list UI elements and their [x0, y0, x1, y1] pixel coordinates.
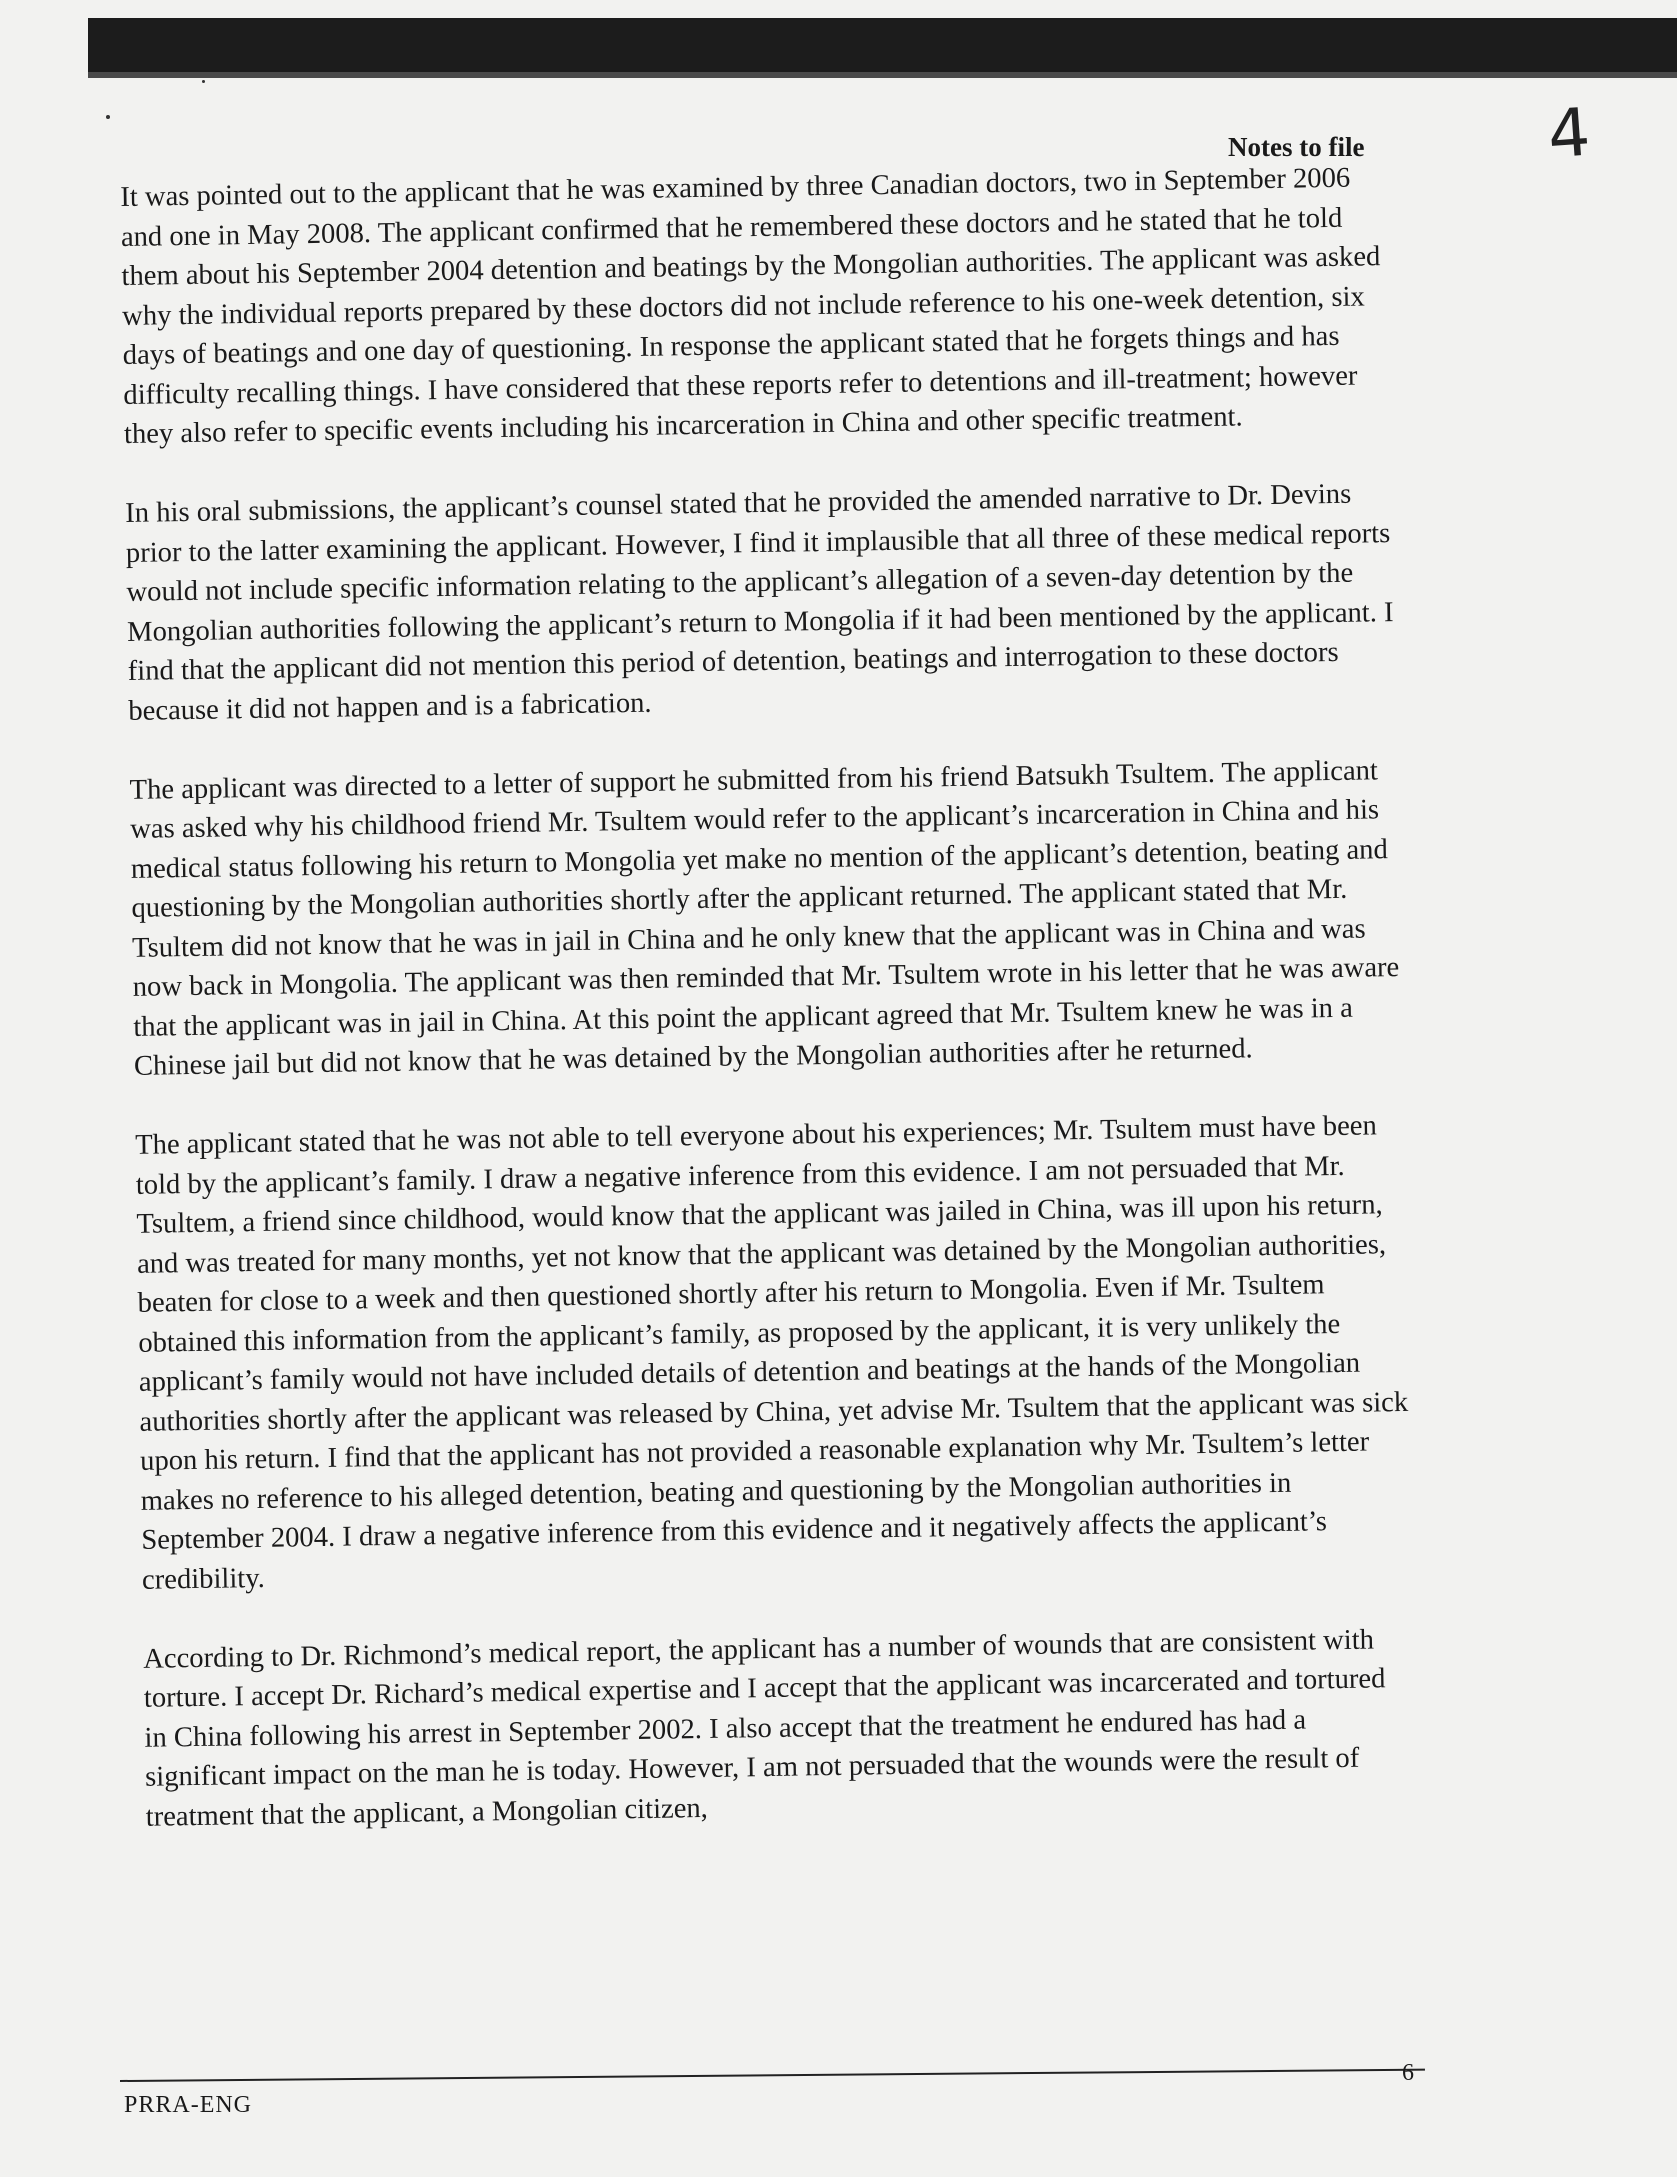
document-body [120, 158, 1417, 1876]
paragraph: In his oral submissions, the applicant’s counsel stated that he provided the amended narrative to Dr. Devins prior to the latter examining the applicant. However, I find it implausible that all three of these medical reports would not include specific information relating to the applicant’s allegation of a seven-day detention by the Mongolian authorities following the applicant’s return to Mongolia if it had been mentioned by the applicant. I find that the applicant did not mention this period of detention, beatings and interrogation to these doctors because it did not happen and is a fabrication. [125, 478, 1394, 727]
paragraph: The applicant stated that he was not able to tell everyone about his experiences; Mr. Tsultem must have been told by the applicant’s family. I draw a negative inference from this evidence. I am not persuaded that Mr. Tsultem, a friend since childhood, would know that the applicant was jailed in China, was ill upon his return, and was treated for many months, yet not know that the applicant was detained by the Mongolian authorities, beaten for close to a week and then questioned shortly after his return to Mongolia. Even if Mr. Tsultem obtained this information from the applicant’s family, as proposed by the applicant, it is very unlikely the applicant’s family would not have included details of detention and beatings at the hands of the Mongolian authorities shortly after the applicant was released by China, yet advise Mr. Tsultem that the applicant was sick upon his return. I find that the applicant has not provided a reasonable explanation why Mr. Tsultem’s letter makes no reference to his alleged detention, beating and questioning by the Mongolian authorities in September 2004. I draw a negative inference from this evidence and it negatively affects the applicant’s credibility. [134, 1110, 1409, 1596]
header-title: Notes to file [1228, 132, 1365, 162]
paragraph: According to Dr. Richmond’s medical report, the applicant has a number of wounds that are consistent with torture. I accept Dr. Richard’s medical expertise and I accept that the applicant was incarcerated and tortured in China following his arrest in September 2002. I also accept that the treatment he endured has had a significant impact on the man he is today. However, I am not persuaded that the wounds were the result of treatment that the applicant, a Mongolian citizen, [143, 1623, 1386, 1833]
paragraph: It was pointed out to the applicant that he was examined by three Canadian doctors, two in September 2006 and one in May 2008. The applicant confirmed that he remembered these doctors and he stated that he told them about his September 2004 detention and beatings by the Mongolian authorities. The applicant was asked why the individual reports prepared by these doctors did not include reference to his one-week detention, six days of beatings and one day of questioning. In response the applicant stated that he forgets things and has difficulty recalling things. I have considered that these reports refer to detentions and ill-treatment; however they also refer to specific events including his incarceration in China and other specific treatment. [120, 162, 1381, 450]
footer-divider [120, 2069, 1425, 2082]
paragraph: The applicant was directed to a letter of support he submitted from his friend Batsukh Tsultem. The applicant was asked why his childhood friend Mr. Tsultem would refer to the applicant’s incarceration in China and his medical status following his return to Mongolia yet make no mention of the applicant’s detention, beating and questioning by the Mongolian authorities shortly after the applicant returned. The applicant stated that Mr. Tsultem did not know that he was in jail in China and he only knew that the applicant was in China and was now back in Mongolia. The applicant was then reminded that Mr. Tsultem wrote in his letter that he was aware that the applicant was in jail in China. At this point the applicant agreed that Mr. Tsultem knew he was in a Chinese jail but did not know that he was detained by the Mongolian authorities after he returned. [129, 754, 1400, 1082]
scan-edge-bar [88, 18, 1677, 78]
handwritten-page-number: 4 [1545, 93, 1593, 174]
footer-form-code: PRRA-ENG [124, 2092, 253, 2118]
scan-speck [202, 80, 205, 83]
scan-speck [106, 115, 110, 119]
footer-page-number: 6 [1402, 2060, 1414, 2086]
